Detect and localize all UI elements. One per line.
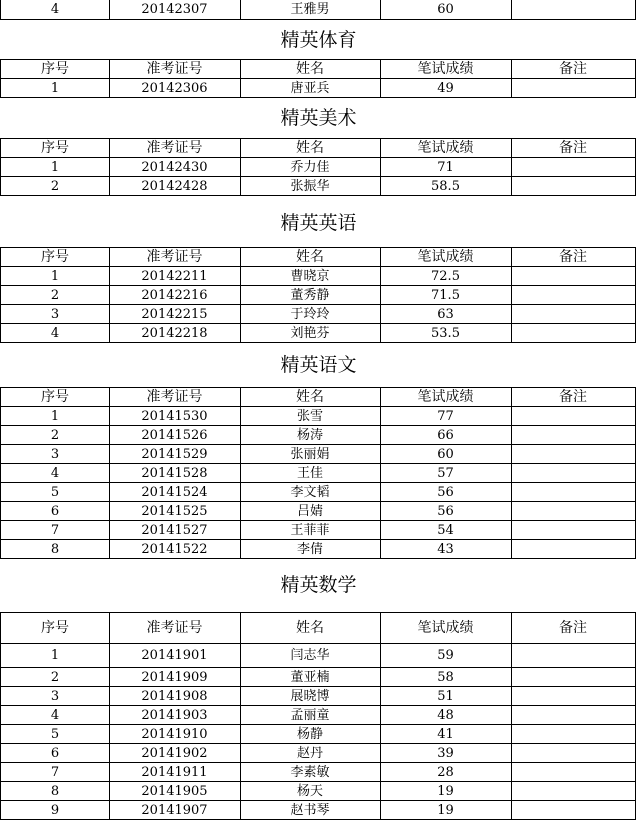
cell-note — [511, 177, 636, 196]
table-row — [0, 286, 637, 305]
cell-name: 展晓博 — [240, 687, 381, 706]
table-row — [0, 521, 637, 540]
table-header-row — [0, 387, 637, 407]
cell-name: 赵丹 — [240, 744, 381, 763]
table-header-row — [0, 59, 637, 79]
header-name: 姓名 — [240, 138, 381, 158]
cell-exam-id: 20141903 — [109, 706, 241, 725]
cell-number: 1 — [0, 407, 110, 426]
cell-exam-id: 20142215 — [109, 305, 241, 324]
table-row — [0, 79, 637, 98]
cell-note — [511, 483, 636, 502]
cell-exam-id: 20142307 — [109, 0, 241, 20]
table-row — [0, 706, 637, 725]
cell-score: 72.5 — [380, 267, 512, 286]
table-header-row — [0, 247, 637, 267]
cell-number: 2 — [0, 668, 110, 687]
cell-name: 王菲菲 — [240, 521, 381, 540]
cell-name: 孟丽童 — [240, 706, 381, 725]
table-row — [0, 801, 637, 820]
header-score: 笔试成绩 — [380, 138, 512, 158]
cell-score: 54 — [380, 521, 512, 540]
table-row — [0, 644, 637, 668]
cell-number: 1 — [0, 79, 110, 98]
table-row — [0, 445, 637, 464]
header-score: 笔试成绩 — [380, 387, 512, 407]
cell-note — [511, 426, 636, 445]
cell-exam-id: 20142306 — [109, 79, 241, 98]
cell-note — [511, 725, 636, 744]
header-exam-id: 准考证号 — [109, 59, 241, 79]
cell-number: 2 — [0, 177, 110, 196]
table-row — [0, 426, 637, 445]
header-note: 备注 — [511, 612, 636, 644]
cell-note — [511, 305, 636, 324]
cell-name: 闫志华 — [240, 644, 381, 668]
cell-score: 58 — [380, 668, 512, 687]
header-number: 序号 — [0, 59, 110, 79]
cell-name: 刘艳芬 — [240, 324, 381, 343]
cell-exam-id: 20142430 — [109, 158, 241, 177]
table-row — [0, 540, 637, 559]
cell-name: 吕婧 — [240, 502, 381, 521]
table-header-row — [0, 612, 637, 644]
section-title: 精英数学 — [280, 574, 357, 596]
table-row — [0, 763, 637, 782]
cell-note — [511, 324, 636, 343]
cell-score: 58.5 — [380, 177, 512, 196]
table-row — [0, 725, 637, 744]
cell-number: 4 — [0, 324, 110, 343]
cell-number: 4 — [0, 464, 110, 483]
cell-score: 39 — [380, 744, 512, 763]
cell-exam-id: 20142216 — [109, 286, 241, 305]
header-score: 笔试成绩 — [380, 59, 512, 79]
cell-exam-id: 20142211 — [109, 267, 241, 286]
table-row — [0, 483, 637, 502]
cell-exam-id: 20141526 — [109, 426, 241, 445]
header-number: 序号 — [0, 138, 110, 158]
header-number: 序号 — [0, 612, 110, 644]
cell-name: 王雅男 — [240, 0, 381, 20]
header-note: 备注 — [511, 138, 636, 158]
table-row — [0, 687, 637, 706]
table-row — [0, 464, 637, 483]
cell-name: 张丽娟 — [240, 445, 381, 464]
header-score: 笔试成绩 — [380, 612, 512, 644]
cell-number: 4 — [0, 0, 110, 20]
cell-exam-id: 20141528 — [109, 464, 241, 483]
cell-note — [511, 286, 636, 305]
cell-name: 杨静 — [240, 725, 381, 744]
cell-note — [511, 445, 636, 464]
header-name: 姓名 — [240, 612, 381, 644]
cell-exam-id: 20141901 — [109, 644, 241, 668]
cell-score: 77 — [380, 407, 512, 426]
header-name: 姓名 — [240, 247, 381, 267]
table-row — [0, 0, 637, 20]
cell-note — [511, 79, 636, 98]
cell-number: 5 — [0, 483, 110, 502]
table-row — [0, 305, 637, 324]
cell-note — [511, 0, 636, 20]
header-exam-id: 准考证号 — [109, 387, 241, 407]
cell-number: 3 — [0, 687, 110, 706]
cell-exam-id: 20141524 — [109, 483, 241, 502]
cell-number: 3 — [0, 305, 110, 324]
table-row — [0, 407, 637, 426]
header-name: 姓名 — [240, 59, 381, 79]
cell-score: 28 — [380, 763, 512, 782]
table-row — [0, 177, 637, 196]
cell-name: 李素敏 — [240, 763, 381, 782]
cell-number: 6 — [0, 744, 110, 763]
cell-name: 董亚楠 — [240, 668, 381, 687]
cell-note — [511, 644, 636, 668]
table-row — [0, 668, 637, 687]
cell-note — [511, 158, 636, 177]
cell-exam-id: 20141905 — [109, 782, 241, 801]
header-exam-id: 准考证号 — [109, 247, 241, 267]
cell-exam-id: 20141907 — [109, 801, 241, 820]
cell-note — [511, 706, 636, 725]
table-row — [0, 267, 637, 286]
section-title: 精英语文 — [280, 354, 357, 376]
cell-exam-id: 20141902 — [109, 744, 241, 763]
cell-note — [511, 521, 636, 540]
cell-exam-id: 20141529 — [109, 445, 241, 464]
cell-exam-id: 20141522 — [109, 540, 241, 559]
table-row — [0, 782, 637, 801]
cell-number: 8 — [0, 540, 110, 559]
cell-number: 3 — [0, 445, 110, 464]
cell-note — [511, 540, 636, 559]
cell-note — [511, 763, 636, 782]
cell-note — [511, 668, 636, 687]
cell-number: 4 — [0, 706, 110, 725]
header-name: 姓名 — [240, 387, 381, 407]
cell-score: 53.5 — [380, 324, 512, 343]
cell-exam-id: 20141525 — [109, 502, 241, 521]
header-exam-id: 准考证号 — [109, 612, 241, 644]
header-score: 笔试成绩 — [380, 247, 512, 267]
cell-note — [511, 407, 636, 426]
section-title: 精英美术 — [280, 107, 357, 129]
cell-number: 2 — [0, 286, 110, 305]
cell-score: 19 — [380, 801, 512, 820]
cell-name: 董秀静 — [240, 286, 381, 305]
cell-name: 张振华 — [240, 177, 381, 196]
cell-score: 41 — [380, 725, 512, 744]
section-title: 精英体育 — [280, 29, 357, 51]
cell-score: 56 — [380, 483, 512, 502]
cell-score: 60 — [380, 445, 512, 464]
cell-note — [511, 502, 636, 521]
cell-exam-id: 20141527 — [109, 521, 241, 540]
cell-score: 48 — [380, 706, 512, 725]
cell-name: 赵书琴 — [240, 801, 381, 820]
cell-name: 乔力佳 — [240, 158, 381, 177]
cell-note — [511, 267, 636, 286]
table-row — [0, 324, 637, 343]
table-header-row — [0, 138, 637, 158]
cell-name: 张雪 — [240, 407, 381, 426]
cell-note — [511, 744, 636, 763]
header-number: 序号 — [0, 247, 110, 267]
cell-score: 57 — [380, 464, 512, 483]
cell-number: 7 — [0, 521, 110, 540]
cell-name: 李倩 — [240, 540, 381, 559]
cell-exam-id: 20141908 — [109, 687, 241, 706]
cell-name: 李文韬 — [240, 483, 381, 502]
cell-score: 56 — [380, 502, 512, 521]
cell-number: 7 — [0, 763, 110, 782]
cell-score: 59 — [380, 644, 512, 668]
cell-score: 66 — [380, 426, 512, 445]
cell-number: 6 — [0, 502, 110, 521]
cell-name: 王佳 — [240, 464, 381, 483]
cell-number: 1 — [0, 158, 110, 177]
cell-score: 71 — [380, 158, 512, 177]
cell-score: 49 — [380, 79, 512, 98]
cell-note — [511, 801, 636, 820]
cell-number: 1 — [0, 644, 110, 668]
table-row — [0, 744, 637, 763]
cell-number: 9 — [0, 801, 110, 820]
cell-exam-id: 20141911 — [109, 763, 241, 782]
cell-number: 5 — [0, 725, 110, 744]
header-number: 序号 — [0, 387, 110, 407]
header-note: 备注 — [511, 387, 636, 407]
header-note: 备注 — [511, 247, 636, 267]
cell-score: 19 — [380, 782, 512, 801]
cell-name: 于玲玲 — [240, 305, 381, 324]
cell-exam-id: 20141530 — [109, 407, 241, 426]
cell-name: 杨涛 — [240, 426, 381, 445]
cell-exam-id: 20141909 — [109, 668, 241, 687]
cell-exam-id: 20141910 — [109, 725, 241, 744]
cell-exam-id: 20142428 — [109, 177, 241, 196]
cell-note — [511, 687, 636, 706]
cell-number: 1 — [0, 267, 110, 286]
cell-exam-id: 20142218 — [109, 324, 241, 343]
cell-score: 51 — [380, 687, 512, 706]
cell-name: 曹晓京 — [240, 267, 381, 286]
cell-number: 8 — [0, 782, 110, 801]
cell-score: 63 — [380, 305, 512, 324]
cell-number: 2 — [0, 426, 110, 445]
cell-note — [511, 464, 636, 483]
table-row — [0, 158, 637, 177]
cell-name: 杨天 — [240, 782, 381, 801]
cell-score: 60 — [380, 0, 512, 20]
section-title: 精英英语 — [280, 212, 357, 234]
header-exam-id: 准考证号 — [109, 138, 241, 158]
table-row — [0, 502, 637, 521]
header-note: 备注 — [511, 59, 636, 79]
cell-score: 43 — [380, 540, 512, 559]
cell-name: 唐亚兵 — [240, 79, 381, 98]
cell-score: 71.5 — [380, 286, 512, 305]
cell-note — [511, 782, 636, 801]
